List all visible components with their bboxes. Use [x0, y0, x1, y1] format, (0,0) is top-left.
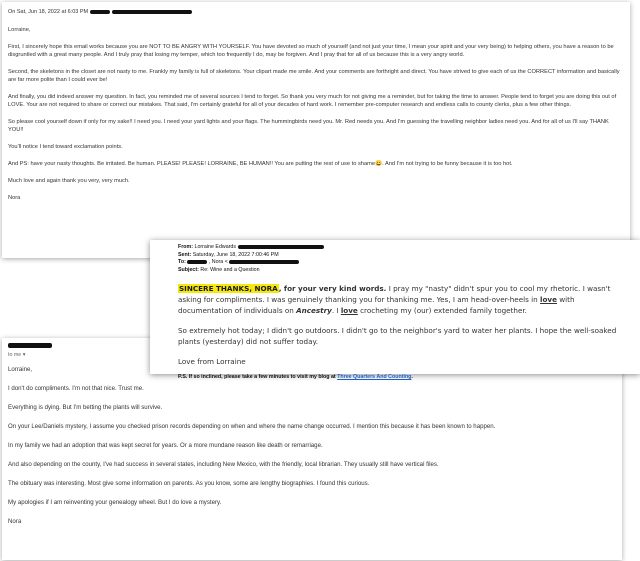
email-paragraph: My apologies if I am reinventing your genealogy wheel. But I do love a mystery. [8, 499, 222, 507]
to-value: , Nora < [208, 259, 228, 266]
sent-value: Saturday, June 18, 2022 7:00:46 PM [192, 251, 279, 258]
underlined-word: love [540, 295, 557, 305]
email-signoff: Nora [8, 518, 22, 526]
to-me-label: to me [8, 352, 22, 359]
redacted-sender-email [112, 10, 192, 14]
ps-line [178, 374, 626, 380]
sent-label: Sent: [178, 251, 192, 258]
from-value: Lorraine Edwards [194, 244, 237, 250]
body-text: . I [331, 306, 341, 316]
email-paragraph: You'll notice I tend toward exclamation points. [8, 144, 123, 150]
email-paragraph: And PS: have your nasty thoughts. Be irritated. Be human. PLEASE! PLEASE! LORRAINE, BE HUMAN!! You are putting the rest of use to shame😀. And I'm not trying to be funny because it is too hot. [8, 161, 513, 167]
underlined-word: love [340, 306, 358, 316]
header-from [178, 244, 626, 252]
email-paragraph: I don't do compliments. I'm not that nice. Trust me. [8, 385, 144, 393]
email-nora-first [2, 2, 630, 258]
email-greeting: Lorraine, [8, 27, 31, 33]
email-paragraph: First, I sincerely hope this email works because you are NOT TO BE ANGRY WITH YOURSELF. You have devoted so much of yourself (and not just your time, I mean your spirit and your very being) to helping others, you have a reason to be disgruntled with a great many people. And I truly pray that losing my temper, which too frequently I do, may be forgiven. And I pray that for all of us because this is a very angry world. [8, 44, 614, 58]
redacted-email-address [238, 245, 324, 249]
email-paragraph: Everything is dying. But I'm betting the plants will survive. [8, 404, 163, 412]
redacted-recipient-email [229, 260, 299, 264]
email-paragraph: And also depending on the county, I've had success in several states, including New Mexico, with the friendly, local librarian. They usually still have vertical files. [8, 461, 439, 469]
email-paragraph: Much love and again thank you very, very much. [8, 178, 130, 184]
from-label: From: [178, 244, 194, 250]
chevron-down-icon[interactable]: ▾ [22, 352, 26, 359]
email-body [178, 283, 626, 367]
header-sent [178, 252, 626, 260]
email-paragraph: Second, the skeletons in the closet are not nasty to me. Frankly my family is full of skeletons. Your clipart made me smile. And your comments are forthright and direct. You have strived to give each of us the CORRECT information and basically are far more polite than I could ever be! [8, 69, 620, 83]
email-paragraph: The obituary was interesting. Most give some information on parents. As you know, some are lengthy biographies. I found this curious. [8, 480, 370, 488]
subject-label: Subject: [178, 266, 199, 273]
email-signoff: Nora [8, 195, 21, 201]
email-paragraph: And finally, you did indeed answer my question. In fact, you reminded me of several sources I tend to forget. So thank you very much for not giving me a reminder, but for taking the time to answer. People tend to forget you are doing this out of LOVE. Your are not required to share or correct our mistakes. That said, I'm certainly grateful for all of your decades of hard work. I remember pre-computer research and endless calls to county clerks, plus a few other things. [8, 94, 617, 108]
email-date-line: On Sat, Jun 18, 2022 at 6:03 PM [8, 9, 89, 15]
body-text: crocheting my (our) extended family together. [357, 306, 527, 316]
header-subject [178, 267, 626, 275]
email-lorraine [150, 240, 640, 381]
body-text: with documentation of individuals on [178, 295, 575, 316]
subject-value: Re: Wine and a Question [200, 266, 260, 273]
ps-text: P.S. If so inclined, please take a few minutes to visit my blog at [178, 374, 338, 381]
body-text: I pray my "nasty" didn't spur you to cool my rhetoric. I wasn't asking for compliments. I was genuinely thanking you for thanking me. Yes, I am head-over-heels in [178, 284, 611, 305]
email-paragraph: So please cool yourself down if only for my sake!! I need you. I need your yard lights and your flags. The hummingbirds need you. Mr. Red needs you. And I'm guessing the travelling neighbor ladies need you. And for all of us I'll say THANK YOU!! [8, 119, 609, 133]
email-paragraph [178, 283, 626, 316]
email-signoff: Love from Lorraine [178, 357, 246, 367]
email-paragraph: On your Lee/Daniels mystery, I assume you checked prison records depending on when and where the name change occurred. I mention this because it has been known to happen. [8, 423, 496, 431]
email-header-line [8, 9, 624, 15]
header-to [178, 259, 626, 267]
blog-link[interactable]: Three Quarters And Counting [337, 374, 412, 381]
redacted-recipient-name [187, 260, 207, 264]
ps-end: . [411, 374, 413, 381]
to-label: To: [178, 259, 186, 266]
email-paragraph: In my family we had an adoption that was kept secret for years. Or a more mundane reason like death or remarriage. [8, 442, 323, 450]
redacted-sender-name [8, 343, 52, 348]
redacted-sender-name [90, 10, 110, 14]
email-greeting: Lorraine, [8, 366, 33, 374]
highlighted-thanks: SINCERE THANKS, NORA [179, 284, 278, 294]
ancestry-word: Ancestry [296, 306, 332, 316]
email-paragraph: So extremely hot today; I didn't go outdoors. I didn't go to the neighbor's yard to water her plants. I hope the well-soaked plants (yesterday) did not suffer today. [178, 326, 617, 347]
bold-text: , for your very kind words. [278, 284, 387, 294]
